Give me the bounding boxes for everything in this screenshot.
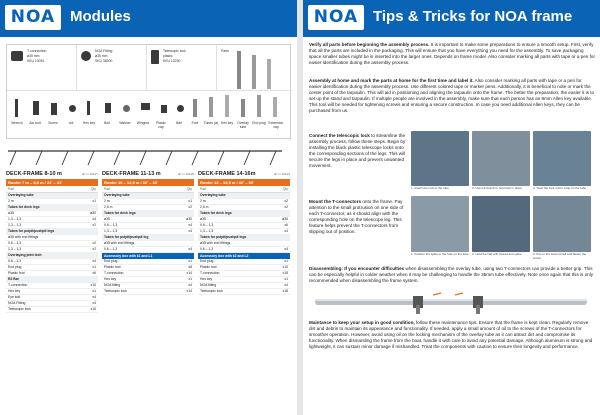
tip-assembly-home	[309, 78, 595, 114]
tip-body: onto the frame. Pay attention to the small protrusion on one side of each T-connector, as it should align with the corresponding hole on the telescope leg. This feature helps prevent the T-connectors from slipping out of position.	[309, 199, 404, 234]
row-label: 0,6 – 1,3	[104, 223, 118, 227]
photo-tconn-step-1	[411, 196, 469, 252]
extension-cap-icon	[273, 97, 277, 117]
row-label: 0,6 – 1,3	[200, 247, 214, 251]
row-label: Overlaying tube	[8, 193, 34, 197]
row-label: Tubes for deck legs	[104, 211, 136, 215]
tool-label: Screw	[48, 121, 58, 125]
tip-body: It is important to make some preparations to ensure a smooth setup. First, verify that all the parts are included in the packaging. This will ensure that you have everything you need for the assembly. To save packaging space smaller tubes might be is inserted into the larger ones. Depends on frame model. Also consider marking all parts with tape or a pen for easier identification during the assembly process.	[309, 42, 595, 65]
bolt-icon	[105, 103, 111, 113]
row-label: Overlaying joint tech	[8, 253, 42, 257]
module-column	[198, 171, 290, 295]
row-qty: x4	[188, 223, 192, 227]
tool-label: Wrench	[11, 121, 23, 125]
module-row	[198, 289, 290, 295]
tool-label: Foot	[191, 121, 199, 125]
tool-label: End plug	[252, 121, 266, 125]
row-label: 1,3 – 1,3	[8, 217, 22, 221]
part-t-connection	[7, 45, 77, 90]
row-qty: ø30	[186, 217, 192, 221]
row-label: 2,5 m	[200, 205, 209, 209]
bolt-icon	[33, 101, 39, 115]
part-detail: plastic	[163, 54, 173, 58]
tip-lead: Connect the telescopic lock	[309, 133, 370, 138]
tip-lead: Verify all parts before beginning the assembly process.	[309, 42, 430, 47]
module-rows	[102, 193, 194, 295]
head-qty: Qty	[90, 187, 96, 191]
module-subtitle: Roofer 10 – 12,5 m / 32' – 41'	[102, 179, 194, 186]
row-label: Hex key	[8, 289, 21, 293]
row-label: ø35	[200, 217, 206, 221]
row-label: Tubes for pulpit/pushpit leg	[104, 235, 149, 239]
plastic-cap-icon	[161, 105, 167, 113]
tool-label: Wingnut	[136, 121, 150, 125]
part-name: Parts	[221, 49, 229, 53]
row-qty: x4	[188, 247, 192, 251]
module-row	[6, 307, 98, 313]
row-label: Tubes for pulpit/pushpit legs	[200, 235, 247, 239]
row-label: Hex key	[104, 277, 117, 281]
module-head	[198, 186, 290, 193]
deck-frame-drawing	[2, 145, 287, 167]
row-qty: x10	[90, 307, 96, 311]
row-label: 1,3 – 1,3	[104, 229, 118, 233]
nut-icon	[69, 105, 76, 112]
tip-lead: Assembly at home and mark the parts at home for the first time and label it.	[309, 78, 474, 83]
tube-icon	[193, 99, 197, 117]
part-parts	[217, 45, 292, 90]
wrench-icon	[15, 99, 18, 117]
tool-label: nut	[68, 121, 74, 125]
module-subtitle: Roofer 13 – 15,5 m / 42' – 50'	[198, 179, 290, 186]
row-label: 0,6 – 1,3	[104, 247, 118, 251]
tip-verify-parts	[309, 42, 595, 66]
row-label: Tubes for deck legs	[8, 205, 40, 209]
row-label: NOA fitting	[200, 283, 217, 287]
parts-overview	[6, 44, 291, 139]
row-label: End plug	[200, 259, 214, 263]
row-label: Plastic foot	[104, 265, 121, 269]
row-label: Telescopic lock	[200, 289, 223, 293]
head-part: Part	[8, 187, 15, 191]
row-label: T-connection	[200, 271, 220, 275]
row-qty: x14	[186, 271, 192, 275]
part-detail: ø35 mm	[95, 54, 108, 58]
row-qty: x1	[188, 277, 192, 281]
fitting-icon	[81, 51, 91, 61]
lock-caption-2: 2. Use left thumb to hold lock in place	[472, 186, 522, 190]
tool-label: Ball	[176, 121, 182, 125]
t-connection-icon	[11, 51, 23, 61]
row-label: Accessory box with k1 and L1	[104, 254, 153, 258]
tool-label: Plastic cap	[156, 121, 166, 129]
hex-key-icon	[87, 101, 90, 115]
row-label: R2 Bar	[8, 277, 19, 281]
row-label: ø35 with end fittings	[104, 241, 135, 245]
row-label: 1,3 – 1,3	[8, 247, 22, 251]
row-qty: ø30	[282, 217, 288, 221]
row-qty: x4	[188, 229, 192, 233]
photo-tconn-step-2	[472, 196, 530, 252]
row-qty: x2	[92, 241, 96, 245]
wingnut-icon	[141, 103, 150, 110]
photo-tconn-step-3	[533, 196, 591, 252]
module-art-nr: art nr 10129	[273, 172, 290, 176]
head-part: Part	[200, 187, 207, 191]
part-name: Telescopic lock	[163, 49, 186, 53]
module-rows	[198, 193, 290, 295]
row-label: NOA Fitting	[8, 301, 26, 305]
washer-icon	[123, 105, 130, 112]
row-label: Tubes for deck legs	[200, 211, 232, 215]
tip-body: Also consider marking all parts with tape or a pen for easier identification during the assembly process. Use different colored tape or marker pens. Additionally, it is beneficial to note or mark the center point of the tarpaulin. This will aid in positioning and aligning the tarpaulin onto the frame. The better the preparation, the easier it is to set up the stand and tarpaulin. If multiple people are involved in the assembly, make sure that each person has an 8mm Allen key available. This tool will be needed for tightening screws and ensuring a secure construction. In case you need additional Allen keys, they can be purchased from us.	[309, 78, 595, 113]
row-label: Accessory box with k2 and L2	[200, 254, 249, 258]
row-label: Telescopic lock	[8, 307, 31, 311]
row-label: ø35	[104, 217, 110, 221]
row-qty: x18	[282, 271, 288, 275]
row-qty: x4	[92, 259, 96, 263]
row-qty: x18	[282, 289, 288, 293]
part-name: T-connection	[27, 49, 47, 53]
tube-icon	[267, 59, 271, 89]
row-label: 2 m	[104, 199, 110, 203]
tool-label: Hex key	[82, 121, 96, 125]
tips-header	[303, 0, 600, 37]
lock-caption-1: 1. Attach the lock to the tube	[411, 186, 449, 190]
tip-t-connectors	[309, 199, 407, 235]
tool-label: Washer	[119, 121, 131, 125]
row-qty: x1	[284, 277, 288, 281]
row-qty: x4	[92, 217, 96, 221]
part-noa-fitting	[77, 45, 147, 90]
row-qty: x6	[92, 271, 96, 275]
tools-row	[7, 90, 292, 140]
row-label: Eye bolt	[8, 295, 21, 299]
row-label: 1,3 – 1,3	[8, 223, 22, 227]
row-qty: x2	[284, 205, 288, 209]
row-label: End plug	[8, 265, 22, 269]
head-qty: Qty	[186, 187, 192, 191]
tip-lead: Disassembling: If you encounter difficulties	[309, 266, 405, 271]
tool-label: Extension cap	[268, 121, 284, 129]
row-qty: x1	[188, 259, 192, 263]
part-telescopic-lock	[147, 45, 217, 90]
row-label: 2 m	[8, 199, 14, 203]
row-qty: x2	[92, 223, 96, 227]
row-qty: x14	[186, 289, 192, 293]
row-label: Tubes for pulpit/pushpit legs	[8, 229, 55, 233]
row-qty: x4	[284, 247, 288, 251]
row-label: 1,3 – 1,3	[200, 229, 214, 233]
tips-page	[303, 0, 600, 415]
row-qty: x8	[188, 265, 192, 269]
row-label: Plastic foot	[8, 271, 25, 275]
module-column	[102, 171, 194, 295]
module-row	[102, 289, 194, 295]
noa-logo: NOA	[308, 5, 364, 30]
row-label: Telescopic lock	[104, 289, 127, 293]
row-label: ø35 with end fittings	[8, 235, 39, 239]
tconn-caption-2: 2. Hold the half with thread and spike	[472, 252, 522, 256]
row-label: ø35 with end fittings	[200, 241, 231, 245]
lock-caption-3: 3. Twist the lock until it snap on the tube	[533, 186, 587, 190]
row-qty: x1	[92, 199, 96, 203]
tip-lead: Maintance to keep your setup in good condition,	[309, 320, 415, 325]
tool-label: Overlay tube	[237, 121, 249, 129]
row-qty: x10	[282, 265, 288, 269]
head-qty: Qty	[282, 187, 288, 191]
tip-lead: Mount the T-connectors	[309, 199, 362, 204]
row-label: 0,6 – 1,3	[200, 223, 214, 227]
row-label: T-connection	[8, 283, 28, 287]
noa-logo: NOA	[5, 5, 61, 30]
row-qty: x4	[284, 283, 288, 287]
row-label: 0,6 – 1,3	[8, 259, 22, 263]
tconn-caption-1: 1. Position the spike to the hole on the tube	[411, 252, 469, 256]
tool-label: Bolt	[104, 121, 110, 125]
modules-title: Modules	[70, 8, 131, 25]
modules-page	[0, 0, 297, 415]
row-qty: x1	[188, 199, 192, 203]
head-part: Part	[104, 187, 111, 191]
row-qty: x2	[188, 205, 192, 209]
part-sku: SKU 10051	[27, 59, 45, 63]
part-detail: ø35 mm	[27, 54, 40, 58]
overlay-tube-illustration	[313, 291, 591, 315]
module-column	[6, 171, 98, 313]
tips-title: Tips & Tricks for NOA frame	[373, 8, 573, 25]
module-art-nr: art nr 10128	[177, 172, 194, 176]
module-art-nr: art nr 10127	[81, 172, 98, 176]
tool-label: Alu bolt	[29, 121, 41, 125]
tip-disassembling	[309, 266, 595, 284]
row-qty: x4	[92, 301, 96, 305]
module-head	[6, 186, 98, 193]
module-title: DECK-FRAME 8-10 m	[6, 171, 62, 177]
module-title: DECK-FRAME 11-13 m	[102, 171, 161, 177]
screw-icon	[51, 103, 57, 115]
tip-telescopic-lock	[309, 133, 407, 169]
row-label: 0,6 – 1,3	[8, 241, 22, 245]
part-sku: SKU 10250	[163, 59, 181, 63]
row-qty: x1	[284, 259, 288, 263]
end-plug-icon	[257, 95, 261, 117]
row-qty: x1	[92, 289, 96, 293]
row-label: T-connection	[104, 271, 124, 275]
row-label: Overlaying tube	[200, 193, 226, 197]
overlay-tube-icon	[241, 99, 245, 117]
tconn-caption-3: 3. Put on the second half and fasten the screw	[533, 252, 587, 260]
ball-icon	[177, 105, 184, 112]
row-label: 2,5 m	[104, 205, 113, 209]
module-head	[102, 186, 194, 193]
modules-header	[0, 0, 297, 37]
row-qty: ø30	[90, 211, 96, 215]
row-qty: x4	[188, 283, 192, 287]
photo-lock-step-3	[533, 131, 591, 186]
tool-label: Hex key	[220, 121, 234, 125]
module-title: DECK-FRAME 14-16m	[198, 171, 256, 177]
row-qty: x6	[284, 223, 288, 227]
row-qty: x4	[92, 295, 96, 299]
tube-icon	[237, 51, 241, 89]
row-qty: x1	[92, 265, 96, 269]
tube-icon	[225, 95, 229, 117]
row-label: End plug	[104, 259, 118, 263]
tube-icon	[252, 55, 256, 89]
row-qty: x4	[284, 229, 288, 233]
row-label: ø35	[8, 211, 14, 215]
row-qty: x10	[90, 283, 96, 287]
part-sku: SKU 38300	[95, 59, 113, 63]
module-rows	[6, 193, 98, 313]
row-label: Hex key	[200, 277, 213, 281]
tip-body: to streamline the assembly process, follow these steps. Begin by installing the black plastic telescope locks onto the corresponding sections of the legs. This will secure the legs in place and prevent unwanted movement.	[309, 133, 406, 168]
tip-body: follow these maintenance tips. Ensure that the frame is kept clean. Regularly remove dirt and debris to maintain its appearance and functionality. If needed, apply a small amount of oil to the screws of the T-connectors for smoother operation. However, avoid using oil on the locking mechanism of the overlay tube as it can attract dirt and compromise its functionality. When dismantling the frame from the boat, handle it with care to avoid any potential damage. Although aluminum is strong and lightweight, it can sustain minor damage if mishandled. Treat the components with caution to ensure their longevity and performance.	[309, 320, 593, 349]
row-label: NOA fitting	[104, 283, 121, 287]
row-label: Overlaying tube	[104, 193, 130, 197]
tip-body: when disassembling the overlay tube, using two T-connectors can provide a better grip. This can be especially helpful in colder weather when it may be challenging to handle the 35mm tube effectively. Note once again that this is only recommended when disassembling the frame system.	[309, 266, 594, 283]
module-subtitle: Roofer 7 m – 5,5 m / 23' – 31'	[6, 179, 98, 186]
photo-lock-step-1	[411, 131, 469, 186]
row-qty: x2	[284, 199, 288, 203]
telescopic-lock-icon	[151, 50, 159, 64]
row-label: Plastic foot	[200, 265, 217, 269]
tool-label: Tubes (ø)	[203, 121, 219, 125]
tip-maintenance	[309, 320, 595, 350]
part-name: NOA Fitting	[95, 49, 113, 53]
row-label: 2 m	[200, 199, 206, 203]
row-qty: x2	[92, 247, 96, 251]
photo-lock-step-2	[472, 131, 530, 186]
tube-icon	[209, 97, 213, 117]
